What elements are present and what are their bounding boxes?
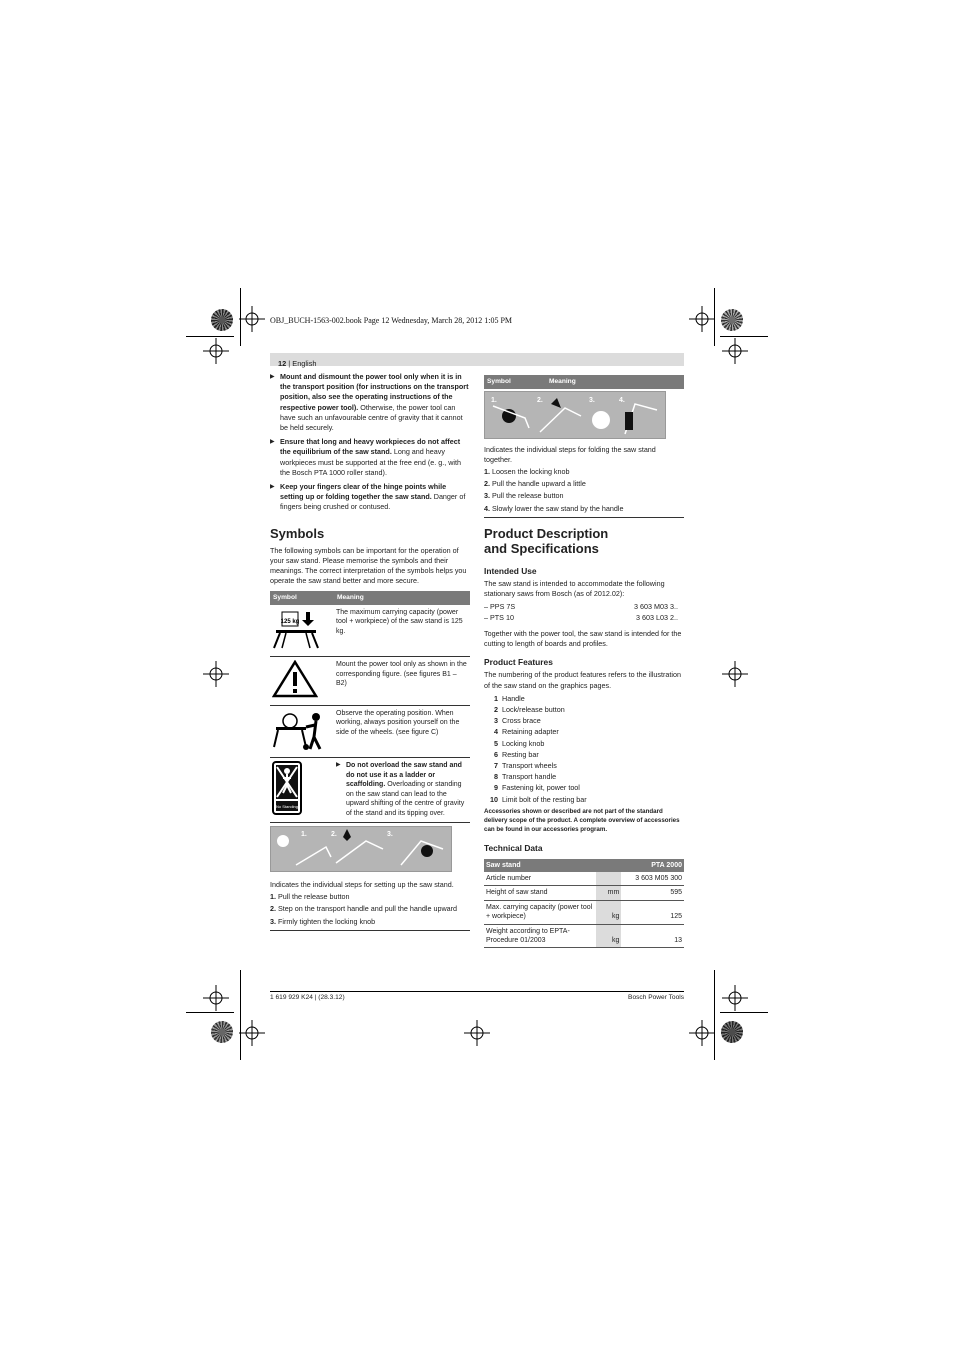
intended-use-heading: Intended Use	[484, 565, 537, 576]
fig-step-label: 4.	[619, 396, 625, 404]
right-column	[484, 375, 684, 948]
symbols-heading: Symbols	[270, 525, 325, 541]
fig-step-label: 2.	[537, 396, 543, 404]
list-item: – PTS 10 3 603 L03 2..	[484, 612, 678, 622]
no-standing-label: No Standing	[275, 804, 299, 810]
operating-position-icon	[272, 709, 326, 751]
fig-step-label: 1.	[301, 830, 307, 838]
meaning-cell: The maximum carrying capacity (power tool + workpiece) of the saw stand is 125 kg.	[334, 605, 470, 657]
features-intro: The numbering of the product features refers to the illustration of the saw stand on the graphics pages.	[484, 670, 681, 690]
registration-mark-icon	[239, 1020, 265, 1046]
registration-mark-icon	[239, 306, 265, 332]
weight-capacity-icon	[272, 608, 320, 650]
list-item: 1. Pull the release button	[270, 892, 350, 902]
fig-step-label: 3.	[387, 830, 393, 838]
meaning-cell: ▶ Do not overload the saw stand and do not use it as a ladder or scaffolding. Overloading or standing on the saw stand can lead to the upward shifting of the centre of gravity of the stand and its tipping over.	[334, 758, 470, 823]
table-row: Height of saw stand mm 595	[484, 886, 684, 900]
fold-steps-figure	[484, 391, 666, 439]
fold-symbol-table	[484, 375, 684, 389]
intended-use-text: The saw stand is intended to accommodate the following stationary saws from Bosch (as of 2012.02):	[484, 578, 665, 599]
symbols-table	[270, 591, 470, 823]
meaning-cell: Observe the operating position. When working, always position yourself on the side of the wheels. (see figure C)	[334, 705, 470, 758]
table-row: Weight according to EPTA-Procedure 01/2003 kg 13	[484, 924, 684, 948]
file-info-line: OBJ_BUCH-1563-002.book Page 12 Wednesday, March 28, 2012 1:05 PM	[270, 316, 513, 325]
col-symbol: Symbol	[484, 375, 546, 389]
safety-bullet: ▶ Mount and dismount the power tool only when it is in the transport position (for instructions on the transport position, also see the operating instructions of the respective power tool). Otherwise, the power tool can have such an unfavourable centre of gravity that it cannot be held securely.	[270, 372, 470, 433]
table-row: Article number 3 603 M05 300	[484, 872, 684, 886]
list-item: 10 Limit bolt of the resting bar	[490, 794, 587, 804]
list-item: 9 Fastening kit, power tool	[494, 783, 580, 793]
color-wheel-icon	[211, 1021, 233, 1043]
page-number: 12	[278, 359, 287, 368]
registration-mark-icon	[722, 661, 748, 687]
symbols-intro: The following symbols can be important for the operation of your saw stand. Please memorise the symbols and their meanings. The correct interpretation of the symbols helps you operate the saw stand better and more secure.	[270, 545, 467, 586]
registration-mark-icon	[722, 338, 748, 364]
list-item: 2. Step on the transport handle and pull the handle upward	[270, 904, 458, 914]
list-item: – PPS 7S 3 603 M03 3..	[484, 602, 678, 612]
product-features-heading: Product Features	[484, 657, 553, 668]
list-item: 5 Locking knob	[494, 738, 545, 748]
table-row	[270, 758, 470, 823]
fig-step-label: 2.	[331, 830, 337, 838]
fold-illustration	[485, 392, 665, 438]
meaning-cell: Mount the power tool only as shown in the corresponding figure. (see figures B1 – B2)	[334, 657, 470, 706]
list-item: 3. Firmly tighten the locking knob	[270, 917, 470, 931]
col-symbol: Symbol	[270, 591, 334, 605]
list-item: 1. Loosen the locking knob	[484, 466, 570, 476]
table-row	[270, 605, 470, 657]
accessories-note: Accessories shown or described are not part of the standard delivery scope of the product. A complete overview of accessories can be found in our accessories program.	[484, 807, 680, 834]
fold-caption: Indicates the individual steps for folding the saw stand together.	[484, 444, 656, 464]
fig-step-label: 3.	[589, 396, 595, 404]
list-item: 3. Pull the release button	[484, 491, 564, 501]
table-row	[270, 705, 470, 758]
registration-mark-icon	[722, 985, 748, 1011]
table-row: Max. carrying capacity (power tool + workpiece) kg 125	[484, 900, 684, 924]
list-item: 8 Transport handle	[494, 772, 557, 782]
footer-doc-number: 1 619 929 K24 | (28.3.12)	[270, 994, 345, 1001]
left-column	[270, 372, 470, 931]
table-row	[270, 657, 470, 706]
list-item: 6 Resting bar	[494, 749, 539, 759]
fig-step-label: 1.	[491, 396, 497, 404]
technical-data-table	[484, 859, 684, 949]
color-wheel-icon	[211, 309, 233, 331]
warning-triangle-icon	[272, 660, 318, 698]
setup-caption: Indicates the individual steps for setting up the saw stand.	[270, 879, 454, 889]
registration-mark-icon	[203, 661, 229, 687]
registration-mark-icon	[203, 338, 229, 364]
list-item: 4 Retaining adapter	[494, 727, 559, 737]
list-item: 4. Slowly lower the saw stand by the handle	[484, 504, 684, 518]
safety-bullet: ▶ Keep your fingers clear of the hinge points while setting up or folding together the saw stand. Danger of fingers being crushed or contused.	[270, 482, 470, 513]
registration-mark-icon	[689, 306, 715, 332]
intended-use-text-2: Together with the power tool, the saw stand is intended for the cutting to length of boards and profiles.	[484, 628, 682, 648]
footer-brand: Bosch Power Tools	[628, 994, 684, 1001]
color-wheel-icon	[721, 1021, 743, 1043]
list-item: 2 Lock/release button	[494, 704, 565, 714]
registration-mark-icon	[464, 1020, 490, 1046]
setup-illustration	[271, 827, 451, 871]
no-standing-icon	[272, 761, 302, 815]
page-header-bar: 12 | English	[270, 353, 684, 366]
features-list	[484, 694, 684, 805]
safety-bullet: ▶ Ensure that long and heavy workpieces do not affect the equilibrium of the saw stand. Long and heavy workpieces must be supported at the free end (e. g., with the Bosch PTA 1000 roller stand).	[270, 437, 470, 478]
section-language: English	[292, 359, 317, 368]
list-item: 1 Handle	[494, 693, 525, 703]
technical-data-heading: Technical Data	[484, 843, 543, 854]
footer-rule	[270, 991, 684, 992]
registration-mark-icon	[203, 985, 229, 1011]
table-row: Saw stand PTA 2000	[484, 859, 684, 872]
color-wheel-icon	[721, 309, 743, 331]
registration-mark-icon	[689, 1020, 715, 1046]
setup-steps-figure	[270, 826, 452, 872]
list-item: 2. Pull the handle upward a little	[484, 479, 586, 489]
col-meaning: Meaning	[546, 375, 684, 389]
col-meaning: Meaning	[334, 591, 470, 605]
list-item: 7 Transport wheels	[494, 760, 557, 770]
list-item: 3 Cross brace	[494, 716, 541, 726]
weight-label: 125 kg	[280, 618, 300, 625]
product-description-heading: Product Description and Specifications	[484, 525, 609, 556]
